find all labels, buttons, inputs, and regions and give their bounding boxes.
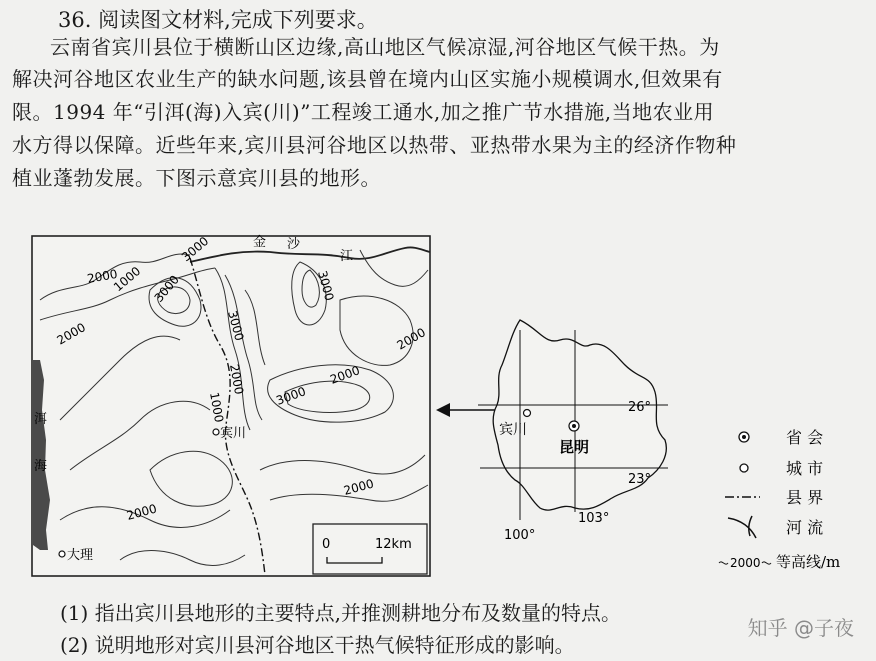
river-label-char: 沙 [287,237,301,252]
legend-boundary-label: 县 界 [786,488,824,507]
dali-city-marker [59,551,65,557]
contour-label: 3000 [178,233,212,265]
sub-question-2: (2) 说明地形对宾川县河谷地区干热气候特征形成的影响。 [60,633,575,657]
contour-label: 1000 [207,391,227,424]
river-label-char: 江 [340,249,354,264]
paragraph-line-5: 植业蓬勃发展。下图示意宾川县的地形。 [12,166,381,190]
contour-label: 2000 [125,501,159,523]
contour-label: 1000 [110,263,144,295]
lake-label-char: 海 [34,459,48,474]
paragraph-line-1: 云南省宾川县位于横断山区边缘,高山地区气候凉湿,河谷地区气候干热。为 [50,35,720,59]
question-number: 36. [58,8,92,32]
scale-start-label: 0 [322,537,331,552]
capital-dot-icon [572,424,576,428]
inset-kunming-label: 昆明 [559,438,590,456]
question-title: 阅读图文材料,完成下列要求。 [98,8,378,32]
paragraph-line-2: 解决河谷地区农业生产的缺水问题,该县曾在境内山区实施小规模调水,但效果有 [12,67,723,91]
paragraph-line-4: 水方得以保障。近些年来,宾川县河谷地区以热带、亚热带水果为主的经济作物种 [12,133,737,157]
legend-contour-icon [719,562,728,564]
lat-26-label: 26° [628,400,652,415]
lon-100-label: 100° [504,528,536,543]
binchuan-label: 宾川 [220,426,247,441]
legend-capital-label: 省 会 [786,428,824,447]
lon-103-label: 103° [578,511,610,526]
contour-label: 3000 [315,269,337,303]
contour-label: 2000 [328,363,362,387]
arrow-head-icon [436,403,450,417]
contour-label: 2000 [394,325,428,353]
legend-city-label: 城 市 [786,459,824,478]
lat-23-label: 23° [628,472,652,487]
contour-label: 3000 [225,309,247,343]
inset-binchuan-label: 宾川 [499,422,527,438]
legend-river-icon [728,516,756,538]
sub-question-1: (1) 指出宾川县地形的主要特点,并推测耕地分布及数量的特点。 [60,601,622,625]
lake-label-char: 洱 [34,412,48,427]
inset-binchuan-marker [524,410,531,417]
scale-end-label: 12km [375,537,412,552]
binchuan-city-marker [213,429,219,435]
contour-label: 3000 [151,272,182,305]
legend-city-icon [740,464,748,472]
river-label-char: 金 [253,235,267,250]
legend-river-label: 河 流 [786,518,824,537]
dali-label: 大理 [67,548,94,563]
contour-label: 2000 [342,476,376,498]
contour-label: 3000 [274,384,308,408]
legend-contour-icon [762,562,771,564]
contour-label: 2000 [54,320,88,348]
contour-label: 2000 [227,363,247,396]
paragraph-line-3: 限。1994 年“引洱(海)入宾(川)”工程竣工通水,加之推广节水措施,当地农业用 [12,100,715,124]
legend-contour-label: 等高线/m [776,553,841,571]
legend-capital-dot-icon [742,435,746,439]
legend-contour-sample: 2000 [730,556,761,570]
contour-label: 2000 [86,266,119,286]
watermark: 知乎 @子夜 [747,616,854,640]
